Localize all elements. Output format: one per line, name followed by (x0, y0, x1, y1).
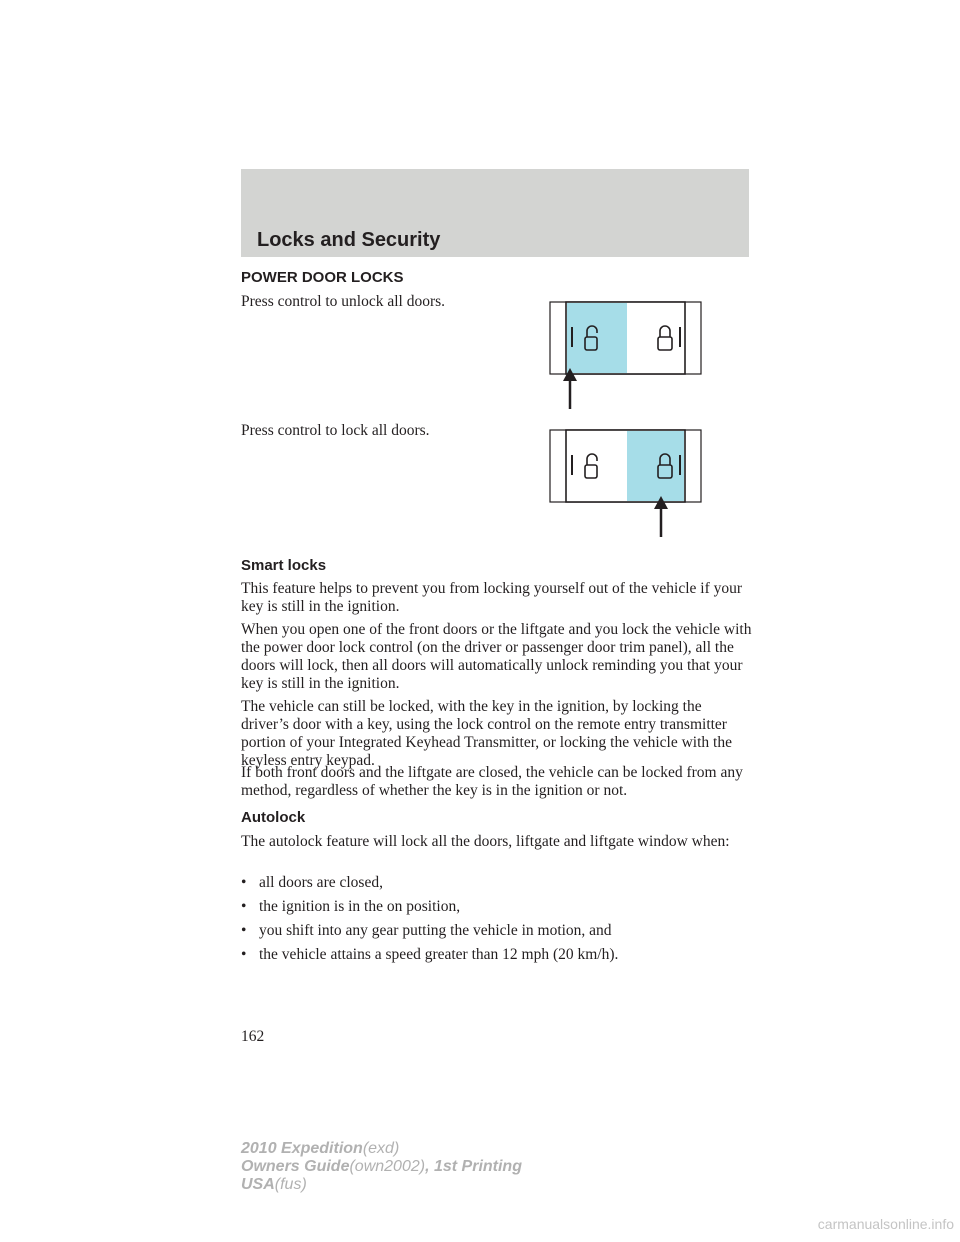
autolock-bullet: • you shift into any gear putting the vehicle in motion, and (241, 922, 612, 939)
footer: 2010 Expedition(exd) Owners Guide(own2002), 1st Printing USA(fus) (241, 1140, 522, 1193)
bullet-icon: • (241, 898, 247, 915)
lock-button-highlight (627, 431, 684, 501)
page-number: 162 (241, 1028, 265, 1045)
autolock-bullet: • the vehicle attains a speed greater than 12 mph (20 km/h). (241, 946, 619, 963)
bullet-icon: • (241, 922, 247, 939)
smart-locks-paragraph: This feature helps to prevent you from locking yourself out of the vehicle if your key is still in the ignition. (241, 580, 743, 615)
autolock-bullet: • all doors are closed, (241, 874, 383, 891)
header-band (241, 169, 749, 257)
smart-locks-paragraph: If both front doors and the liftgate are closed, the vehicle can be locked from any method, regardless of whether the key is in the ignition or not. (241, 764, 743, 799)
autolock-intro: The autolock feature will lock all the doors, liftgate and liftgate window when: (241, 833, 730, 850)
section-title: POWER DOOR LOCKS (241, 269, 404, 286)
header-title: Locks and Security (257, 229, 441, 251)
bullet-icon: • (241, 946, 247, 963)
smart-locks-paragraph: When you open one of the front doors or the liftgate and you lock the vehicle with the power door lock control (on the driver or passenger door trim panel), all the doors will lock, then all doors will automatically unlock reminding you that your key is still in the ignition. (241, 621, 752, 692)
smart-locks-paragraph: The vehicle can still be locked, with the key in the ignition, by locking the driver’s door with a key, using the lock control on the remote entry transmitter portion of your Integrated Keyhead Transmitter, or locking the vehicle with the keyless entry keypad. (241, 698, 732, 769)
figure1-caption: Press control to unlock all doors. (241, 293, 446, 310)
smart-locks-heading: Smart locks (241, 557, 327, 574)
watermark: carmanualsonline.info (817, 1216, 954, 1232)
lock-switch-diagram (548, 425, 704, 541)
autolock-heading: Autolock (241, 809, 306, 826)
figure2-caption: Press control to lock all doors. (241, 422, 430, 439)
autolock-bullet: • the ignition is in the on position, (241, 898, 461, 915)
bullet-icon: • (241, 874, 247, 891)
unlock-switch-diagram (548, 297, 704, 413)
